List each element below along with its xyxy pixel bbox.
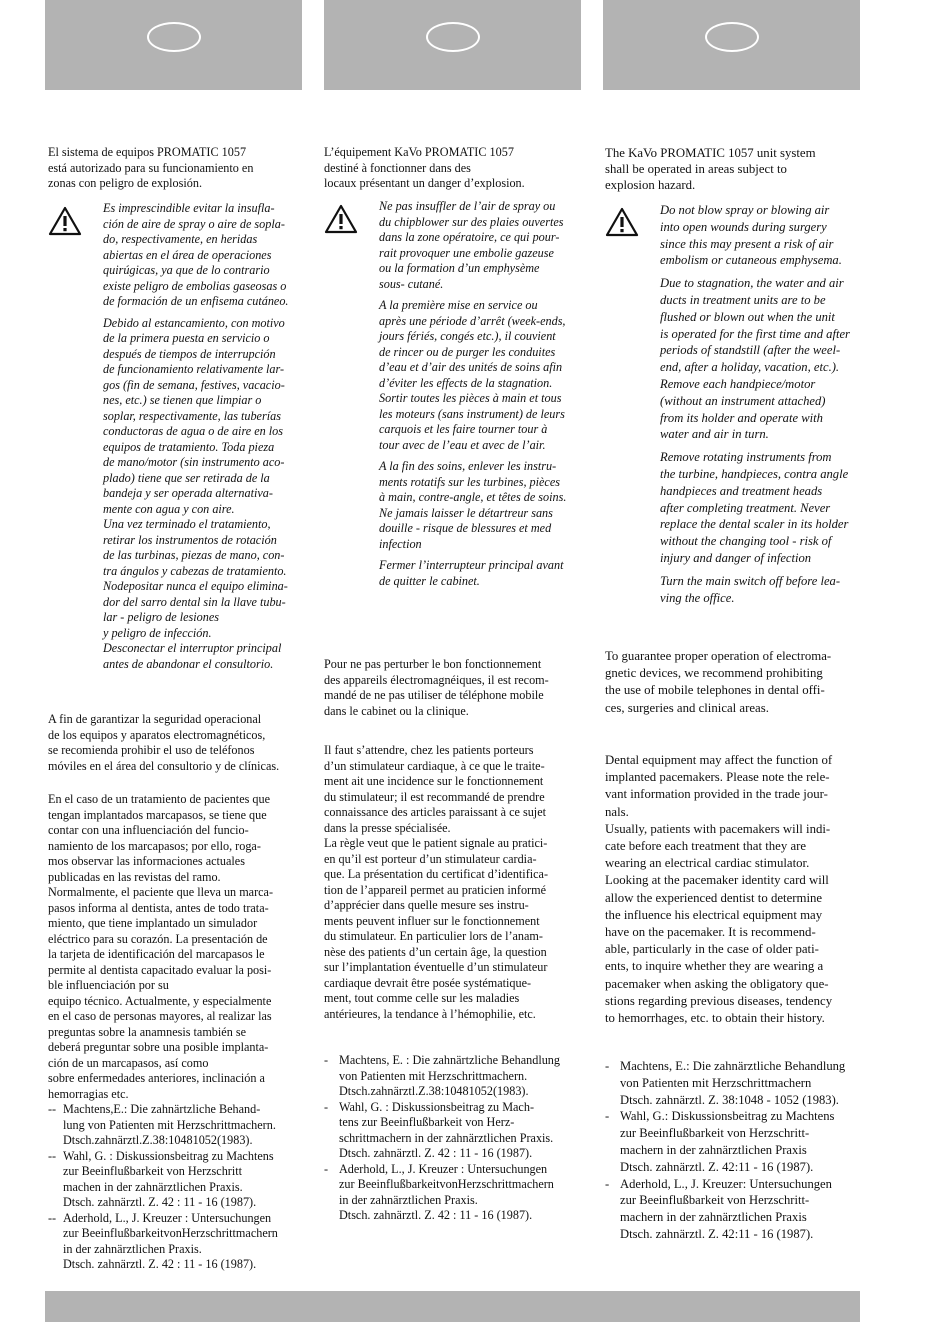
warning-paragraph: A la fin des soins, enlever les instru- ments rotatifs sur les turbines, pièces à main, contre-angle, et têtes de soins. Ne jamais laisser le détartreur sans douille - risque de blessures et med infection bbox=[379, 459, 567, 551]
warning-block bbox=[605, 202, 867, 612]
reference-text: Aderhold, L., J. Kreuzer: Untersuchungen zur Beeinflußbarkeit von Herzschritt- machern in der zahnärztlichen Praxis Dtsch. zahnärztl. Z. 42:11 - 16 (1987). bbox=[620, 1176, 832, 1241]
warning-text bbox=[379, 199, 584, 589]
list-dash: - bbox=[324, 1053, 329, 1067]
reference-item bbox=[605, 1108, 867, 1175]
warning-block bbox=[324, 199, 584, 595]
list-dash: - bbox=[324, 1099, 329, 1114]
warning-paragraph: Fermer l’interrupteur principal avant de quitter le cabinet. bbox=[379, 558, 564, 588]
reference-text: Aderhold, L., J. Kreuzer : Untersuchungen zur BeeinflußbarkeitvonHerzschrittmachern in der zahnärztlichen Praxis. Dtsch. zahnärztl. Z. 42 : 11 - 16 (1987). bbox=[63, 1210, 278, 1271]
warning-paragraph: Turn the main switch off before lea- ving the office. bbox=[660, 573, 841, 605]
language-oval-es bbox=[147, 22, 201, 52]
footer-bar bbox=[45, 1291, 860, 1322]
warning-paragraph: A la première mise en service ou après une période d’arrêt (week-ends, jours fériés, congés etc.), il couvient de rincer ou de purger les conduites d’eau et d’air des unités de soins afin d’éviter les effects de la stagnation. Sortir toutes les pièces à main et tous les moteurs (sans instrument) de leurs carquois et les faire tourner tour à tour avec de l’eau et avec de l’air. bbox=[379, 298, 566, 452]
reference-item bbox=[48, 1149, 310, 1211]
reference-list bbox=[48, 1102, 310, 1273]
reference-item bbox=[605, 1176, 867, 1243]
header-box-en bbox=[603, 0, 860, 90]
warning-paragraph: Do not blow spray or blowing air into open wounds during surgery since this may present a risk of air embolism or cutaneous emphysema. bbox=[660, 203, 842, 268]
intro-text: El sistema de equipos PROMATIC 1057 está autorizado para su funcionamiento en zonas con peligro de explosión. bbox=[48, 145, 254, 190]
pacemaker-text: En el caso de un tratamiento de pacientes que tengan implantados marcapasos, se tiene que contar con una influenciación del funcio- namiento de los marcapasos; por ello, roga- mos observar las informaciones actuales publicadas en las revistas del ramo. Normalmente, el paciente que lleva un marca- pasos informa al dentista, antes de todo trata- miento, que tiene implantado un simulador eléctrico para su corazón. La presentación de la tarjeta de identificación del marcapasos le permite al dentista capacitado evaluar la posi- ble influenciación por su equipo técnico. Actualmente, y especialmente en el caso de personas mayores, al realizar las preguntas sobre la anamnesis también se deberá preguntar sobre una posible implanta- ción de un marcapasos, así como sobre enfermedades anteriores, inclinación a hemorragias etc. bbox=[48, 792, 274, 1101]
emc-text: A fin de garantizar la seguridad operacional de los equipos y aparatos electromagnéticos, se recomienda prohibir el uso de teléfonos móviles en el área del consultorio y de clínicas. bbox=[48, 712, 280, 773]
reference-text: Machtens, E.: Die zahnärztliche Behandlung von Patienten mit Herzschrittmachern Dtsch. zahnärztl. Z. 38:1048 - 1052 (1983). bbox=[620, 1059, 846, 1107]
list-dash: -- bbox=[48, 1102, 57, 1116]
reference-list bbox=[324, 1053, 586, 1224]
emc-text: To guarantee proper operation of electroma- gnetic devices, we recommend prohibiting the use of mobile telephones in dental offi- ces, surgeries and clinical areas. bbox=[605, 649, 832, 715]
header-box-fr bbox=[324, 0, 581, 90]
pacemaker-text: Il faut s’attendre, chez les patients porteurs d’un stimulateur cardiaque, à ce que le traite- ment ait une incidence sur le fonctionnement du stimulateur; il est recommandé de prendre connaissance des articles paraissant à ce sujet dans la presse spécialisée. La règle veut que le patient signale au pratici- en qu’il est porteur d’un stimulateur cardia- que. La présentation du certificat d’identifica- tion de l’appareil permet au praticien informé d’apprécier dans quelle mesure ses instru- ments peuvent influer sur le fonctionnement du stimulateur. En particulier lors de l’anam- nèse des patients d’un certain âge, la question sur l’implantation éventuelle d’un stimulateur cardiaque devrait être posée systématique- ment, tout comme celle sur les maladies antérieures, la tendance à l’hémophilie, etc. bbox=[324, 743, 549, 1021]
reference-list bbox=[605, 1058, 867, 1243]
reference-item bbox=[324, 1162, 586, 1224]
reference-text: Machtens,E.: Die zahnärtzliche Behand- lung von Patienten mit Herzschrittmachern. Dtsch.zahnärztl.Z.38:10481052(1983). bbox=[63, 1102, 276, 1147]
header-box-es bbox=[45, 0, 302, 90]
reference-item bbox=[324, 1100, 586, 1162]
warning-paragraph: Due to stagnation, the water and air ducts in treatment units are to be flushed or blown out when the unit is operated for the first time and after periods of standstill (after the weel- end, after a holiday, vacation, etc.). Remove each handpiece/motor (without an instrument attached) from its holder and operate with water and air in turn. bbox=[660, 276, 850, 442]
warning-paragraph: Ne pas insuffler de l’air de spray ou du chipblower sur des plaies ouvertes dans la zone opératoire, ce qui pour- rait provoquer une embolie gazeuse ou la formation d’un emphysème sous- cutané. bbox=[379, 199, 564, 291]
list-dash: - bbox=[605, 1059, 610, 1073]
list-dash: - bbox=[605, 1109, 610, 1124]
intro-text: L’équipement KaVo PROMATIC 1057 destiné à fonctionner dans des locaux présentant un danger d’explosion. bbox=[324, 145, 525, 190]
reference-text: Aderhold, L., J. Kreuzer : Untersuchungen zur BeeinflußbarkeitvonHerzschrittmachern in der zahnärztlichen Praxis. Dtsch. zahnärztl. Z. 42 : 11 - 16 (1987). bbox=[339, 1161, 554, 1222]
intro-text: The KaVo PROMATIC 1057 unit system shall be operated in areas subject to explosion hazard. bbox=[605, 146, 816, 192]
warning-triangle-icon bbox=[605, 207, 639, 237]
list-dash: - bbox=[324, 1161, 329, 1176]
reference-item bbox=[605, 1058, 867, 1108]
reference-text: Wahl, G. : Diskussionsbeitrag zu Mach- tens zur Beeinflußbarkeit von Herz- schrittmachern in der zahnärztlichen Praxis. Dtsch. zahnärztl. Z. 42 : 11 - 16 (1987). bbox=[339, 1099, 554, 1160]
warning-paragraph: Remove rotating instruments from the turbine, handpieces, contra angle handpieces and treatment heads after completing treatment. Never replace the dental scaler in its holder without the changing tool - risk of injury and danger of infection bbox=[660, 450, 849, 565]
reference-item bbox=[48, 1102, 310, 1149]
warning-triangle-icon bbox=[48, 206, 82, 236]
list-dash: - bbox=[605, 1176, 610, 1191]
warning-paragraph: Es imprescindible evitar la insufla- ción de aire de spray o aire de sopla- do, respectivamente, en heridas abiertas en el área de operaciones quirúgicas, ya que de lo contrario existe peligro de embolias gaseosas o de formación de un enfisema cutáneo. bbox=[103, 201, 289, 308]
warning-triangle-icon bbox=[324, 204, 358, 234]
list-dash: -- bbox=[48, 1148, 57, 1163]
reference-item bbox=[324, 1053, 586, 1100]
reference-text: Machtens, E. : Die zahnärtzliche Behandlung von Patienten mit Herzschrittmachern. Dtsch.zahnärztl.Z.38:10481052(1983). bbox=[339, 1053, 560, 1098]
warning-text bbox=[660, 202, 867, 606]
pacemaker-text: Dental equipment may affect the function of implanted pacemakers. Please note the rele- vant information provided in the trade jour- nals. Usually, patients with pacemakers will indi- cate before each treatment that they are wearing an electrical cardiac stimulator. Looking at the pacemaker identity card will allow the experienced dentist to determine the influence his electrical equipment may have on the pacemaker. It is recommend- able, particularly in the case of older pati- ents, to inquire whether they are wearing a pacemaker when asking the obligatory que- stions regarding previous diseases, tendency to hemorrhages, etc. to obtain their history. bbox=[605, 753, 833, 1026]
language-oval-en bbox=[705, 22, 759, 52]
language-oval-fr bbox=[426, 22, 480, 52]
warning-paragraph: Debido al estancamiento, con motivo de la primera puesta en servicio o después de tiempos de interrupción de funcionamiento relativamente lar- gos (fin de semana, festives, vacacio- nes, etc.) se tienen que limpiar o soplar, respectivamente, las tuberías conductoras de agua o de aire en los equipos de tratamiento. Toda pieza de mano/motor (sin instrumento aco- plado) tiene que ser retirada de la bandeja y ser operada alternativa- mente con agua y con aire. Una vez terminado el tratamiento, retirar los instrumentos de rotación de las turbinas, piezas de mano, con- tra ángulos y cabezas de tratamiento. Nodepositar nunca el equipo elimina- dor del sarro dental sin la llave tubu- lar - peligro de lesiones y peligro de infección. Desconectar el interruptor principal antes de abandonar el consultorio. bbox=[103, 315, 288, 671]
reference-text: Wahl, G.: Diskussionsbeitrag zu Machtens zur Beeinflußbarkeit von Herzschritt- machern in der zahnärztlichen Praxis Dtsch. zahnärztl. Z. 42:11 - 16 (1987). bbox=[620, 1109, 835, 1174]
reference-text: Wahl, G. : Diskussionsbeitrag zu Machtens zur Beeinflußbarkeit von Herzschritt machen in der zahnärztlichen Praxis. Dtsch. zahnärztl. Z. 42 : 11 - 16 (1987). bbox=[63, 1148, 274, 1209]
reference-item bbox=[48, 1211, 310, 1273]
list-dash: -- bbox=[48, 1210, 57, 1225]
warning-block bbox=[48, 201, 308, 678]
emc-text: Pour ne pas perturber le bon fonctionnement des appareils électromagnéiques, il est recom- mandé de ne pas utiliser de téléphone mobile dans le cabinet ou la clinique. bbox=[324, 657, 549, 718]
warning-text bbox=[103, 201, 308, 672]
